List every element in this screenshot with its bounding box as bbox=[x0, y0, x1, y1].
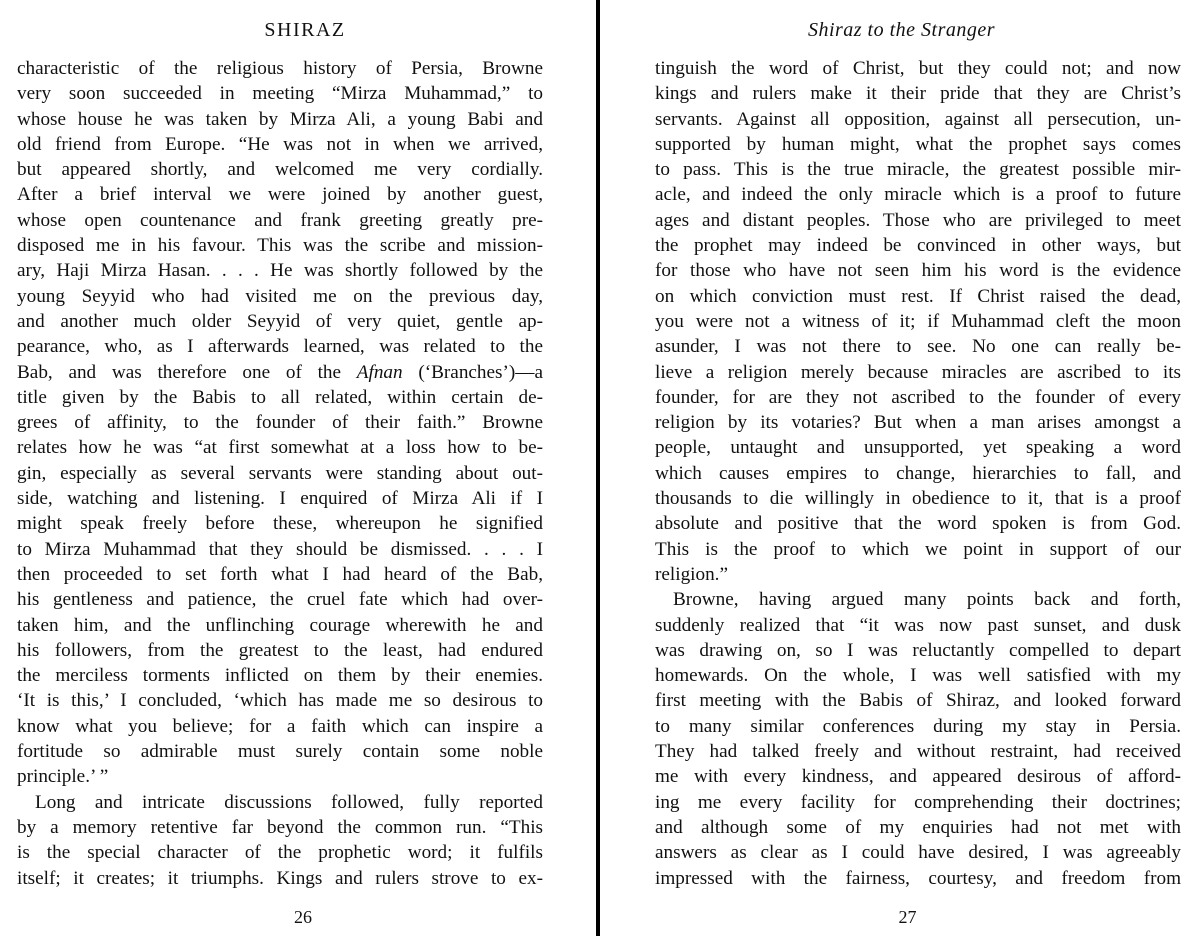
text-line: tinguish the word of Christ, but they could not; and now bbox=[655, 58, 1181, 79]
text-line: asunder, I was not there to see. No one can really be- bbox=[655, 336, 1181, 358]
text-line: and another much older Seyyid of very quiet, gentle ap- bbox=[17, 310, 543, 332]
text-line: the prophet may indeed be convinced in other ways, but bbox=[655, 235, 1181, 257]
text-line: ing me every facility for comprehending their doctrines; bbox=[655, 791, 1181, 813]
text-line: which causes empires to change, hierarchies to fall, and bbox=[655, 462, 1181, 484]
text-line: you were not a witness of it; if Muhammad cleft the moon bbox=[655, 310, 1181, 332]
left-page bbox=[0, 0, 596, 936]
text-line: then proceeded to set forth what I had heard of the Bab, bbox=[17, 563, 543, 585]
text-line: by a memory retentive far beyond the common run. “This bbox=[17, 816, 543, 838]
text-line: to pass. This is the true miracle, the greatest possible mir- bbox=[655, 159, 1181, 181]
text-line: They had talked freely and without restraint, had received bbox=[655, 741, 1181, 763]
text-line: Browne, having argued many points back and forth, bbox=[673, 589, 1181, 611]
text-line: grees of affinity, to the founder of their faith.” Browne bbox=[17, 412, 543, 434]
text-line: answers as clear as I could have desired, I was agreeably bbox=[655, 842, 1181, 864]
text-line: to Mirza Muhammad that they should be dismissed. . . . I bbox=[17, 538, 543, 560]
text-line: acle, and indeed the only miracle which is a proof to future bbox=[655, 184, 1181, 206]
text-line: ‘It is this,’ I concluded, ‘which has made me so desirous to bbox=[17, 690, 543, 712]
text-line: ages and distant peoples. Those who are privileged to meet bbox=[655, 209, 1181, 231]
page-number-right: 27 bbox=[898, 907, 917, 927]
text-line: whose open countenance and frank greeting greatly pre- bbox=[17, 209, 543, 231]
text-line: founder, for are they not ascribed to the founder of every bbox=[655, 386, 1181, 408]
text-line: taken him, and the unflinching courage wherewith he and bbox=[17, 614, 543, 636]
page-number-left: 26 bbox=[294, 907, 312, 927]
left-page-body bbox=[17, 56, 543, 891]
right-page bbox=[600, 0, 1203, 936]
text-line: This is the proof to which we point in support of our bbox=[655, 538, 1181, 560]
text-line: old friend from Europe. “He was not in when we arrived, bbox=[17, 133, 543, 155]
text-line: impressed with the fairness, courtesy, and freedom from bbox=[655, 867, 1181, 889]
text-line: me with every kindness, and appeared desirous of afford- bbox=[655, 766, 1181, 788]
text-line: absolute and positive that the word spoken is from God. bbox=[655, 513, 1181, 535]
text-line: know what you believe; for a faith which can inspire a bbox=[17, 715, 543, 737]
text-line: side, watching and listening. I enquired of Mirza Ali if I bbox=[17, 488, 543, 510]
text-line: supported by human might, what the prophet says comes bbox=[655, 133, 1181, 155]
text-line: and although some of my enquiries had not met with bbox=[655, 816, 1181, 838]
text-line: but appeared shortly, and welcomed me very cordially. bbox=[17, 159, 543, 181]
running-head-left: SHIRAZ bbox=[264, 19, 346, 41]
text-line: itself; it creates; it triumphs. Kings and rulers strove to ex- bbox=[17, 867, 543, 889]
text-line: After a brief interval we were joined by another guest, bbox=[17, 184, 543, 206]
text-line: homewards. On the whole, I was well satisfied with my bbox=[655, 665, 1181, 687]
text-line: kings and rulers make it their pride that they are Christ’s bbox=[655, 83, 1181, 105]
text-line: very soon succeeded in meeting “Mirza Muhammad,” to bbox=[17, 83, 543, 105]
text-line: principle.’ ” bbox=[17, 766, 109, 788]
text-line: Long and intricate discussions followed, fully reported bbox=[35, 791, 543, 813]
text-line: the merciless torments inflicted on them by their enemies. bbox=[17, 665, 543, 687]
text-line: is the special character of the prophetic word; it fulfils bbox=[17, 842, 543, 864]
text-line: gin, especially as several servants were standing about out- bbox=[17, 462, 543, 484]
text-line: people, untaught and unsupported, yet speaking a word bbox=[655, 437, 1181, 459]
text-line: his followers, from the greatest to the least, had endured bbox=[17, 639, 543, 661]
text-line-afnan: Bab, and was therefore one of the Afnan (‘Branches’)—a bbox=[17, 361, 543, 383]
text-line: pearance, who, as I afterwards learned, was related to the bbox=[17, 336, 543, 358]
text-line: servants. Against all opposition, against all persecution, un- bbox=[655, 108, 1181, 130]
text-line: his gentleness and patience, the cruel fate which had over- bbox=[17, 589, 543, 611]
text-line: suddenly realized that “it was now past sunset, and dusk bbox=[655, 614, 1181, 636]
text-line: characteristic of the religious history of Persia, Browne bbox=[17, 58, 543, 79]
text-line: first meeting with the Babis of Shiraz, and looked forward bbox=[655, 690, 1181, 712]
text-line: ary, Haji Mirza Hasan. . . . He was shortly followed by the bbox=[17, 260, 543, 282]
text-line: title given by the Babis to all related, within certain de- bbox=[17, 386, 543, 408]
text-line: to many similar conferences during my stay in Persia. bbox=[655, 715, 1181, 737]
right-page-body bbox=[655, 56, 1181, 891]
text-line: on which conviction must rest. If Christ raised the dead, bbox=[655, 285, 1181, 307]
text-line: might speak freely before these, whereupon he signified bbox=[17, 513, 543, 535]
text-line: fortitude so admirable must surely contain some noble bbox=[17, 741, 543, 763]
running-head-right: Shiraz to the Stranger bbox=[807, 19, 996, 41]
text-line: thousands to die willingly in obedience to it, that is a proof bbox=[655, 488, 1181, 510]
text-line: religion.” bbox=[655, 563, 728, 585]
text-line: relates how he was “at first somewhat at a loss how to be- bbox=[17, 437, 543, 459]
text-line: whose house he was taken by Mirza Ali, a young Babi and bbox=[17, 108, 543, 130]
text-line: lieve a religion merely because miracles are ascribed to its bbox=[655, 361, 1181, 383]
text-line: young Seyyid who had visited me on the previous day, bbox=[17, 285, 543, 307]
text-line: disposed me in his favour. This was the scribe and mission- bbox=[17, 235, 543, 257]
text-line: religion by its votaries? But when a man arises amongst a bbox=[655, 412, 1181, 434]
text-line: was drawing on, so I was reluctantly compelled to depart bbox=[655, 639, 1181, 661]
text-line: for those who have not seen him his word is the evidence bbox=[655, 260, 1181, 282]
